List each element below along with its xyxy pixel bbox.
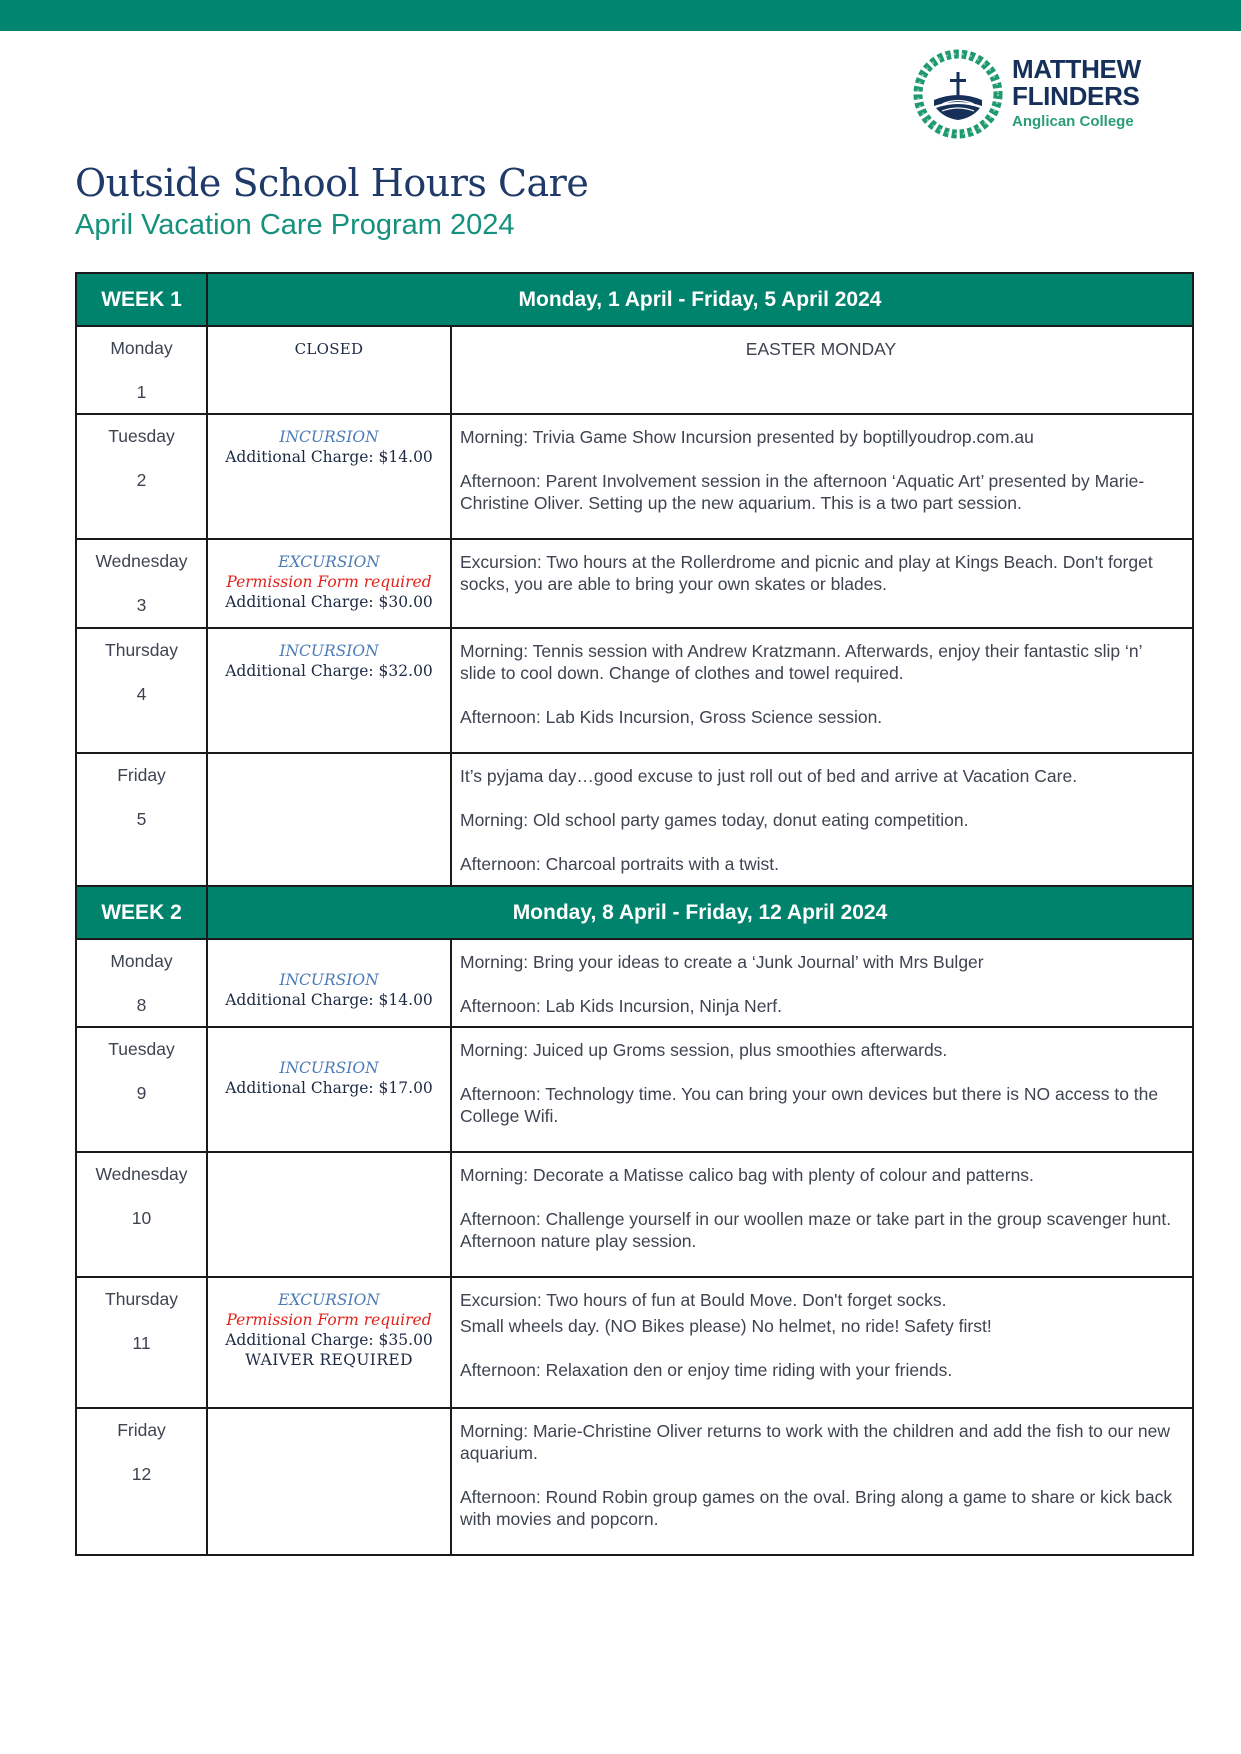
day-name: Tuesday	[108, 426, 175, 446]
day-name: Thursday	[105, 640, 178, 660]
day-row	[76, 753, 1193, 886]
day-cell	[76, 753, 207, 886]
day-name: Tuesday	[108, 1039, 175, 1059]
day-number: 3	[136, 595, 147, 615]
day-cell	[76, 1408, 207, 1555]
week-date-range: Monday, 1 April - Friday, 5 April 2024	[207, 273, 1193, 326]
additional-charge: Additional Charge: $35.00	[225, 1331, 433, 1349]
activities-cell	[451, 753, 1193, 886]
week-header-row	[76, 273, 1193, 326]
session-type-label: INCURSION	[279, 428, 379, 446]
day-cell	[76, 1027, 207, 1152]
activity-text: Afternoon: Relaxation den or enjoy time riding with your friends.	[460, 1360, 953, 1380]
activities-cell	[451, 1152, 1193, 1277]
activity-text: Small wheels day. (NO Bikes please) No helmet, no ride! Safety first!	[460, 1316, 992, 1336]
activities-cell	[451, 628, 1193, 753]
day-cell	[76, 1277, 207, 1408]
day-number: 5	[136, 809, 147, 829]
additional-charge: Additional Charge: $17.00	[225, 1079, 433, 1097]
top-brand-bar	[0, 0, 1241, 31]
session-type-cell	[207, 1027, 451, 1152]
day-row	[76, 414, 1193, 539]
week-date-range: Monday, 8 April - Friday, 12 April 2024	[207, 886, 1193, 939]
activity-text: It’s pyjama day…good excuse to just roll out of bed and arrive at Vacation Care.	[460, 766, 1078, 786]
activity-text: Morning: Decorate a Matisse calico bag with plenty of colour and patterns.	[460, 1165, 1034, 1185]
activity-text: Excursion: Two hours of fun at Bould Move. Don't forget socks.	[460, 1290, 947, 1310]
day-row	[76, 1277, 1193, 1408]
session-type-cell	[207, 939, 451, 1027]
session-type-cell	[207, 1277, 451, 1408]
activity-text: Morning: Tennis session with Andrew Kratzmann. Afterwards, enjoy their fantastic slip ‘n’ slide to cool down. Change of clothes and towel required.	[460, 641, 1142, 683]
day-number: 10	[131, 1208, 152, 1228]
session-type-label: EXCURSION	[278, 1291, 380, 1309]
session-type-cell	[207, 628, 451, 753]
day-number: 1	[136, 382, 147, 402]
session-type-label: INCURSION	[279, 1059, 379, 1077]
activity-text: EASTER MONDAY	[745, 339, 897, 359]
day-cell	[76, 326, 207, 414]
day-cell	[76, 414, 207, 539]
activity-text: Morning: Marie-Christine Oliver returns to work with the children and add the fish to our new aquarium.	[460, 1421, 1171, 1463]
day-name: Wednesday	[95, 551, 188, 571]
activity-text: Afternoon: Technology time. You can bring your own devices but there is NO access to the College Wifi.	[460, 1084, 1159, 1126]
additional-charge: Additional Charge: $14.00	[225, 991, 433, 1009]
day-name: Monday	[110, 951, 173, 971]
additional-charge: Additional Charge: $32.00	[225, 662, 433, 680]
session-type-cell	[207, 539, 451, 628]
logo-line-flinders: FLINDERS	[1012, 81, 1140, 111]
day-number: 4	[136, 684, 147, 704]
page-subtitle: April Vacation Care Program 2024	[75, 209, 515, 241]
activity-text: Morning: Old school party games today, donut eating competition.	[460, 810, 969, 830]
day-number: 12	[131, 1464, 152, 1484]
day-cell	[76, 939, 207, 1027]
day-number: 8	[136, 995, 147, 1015]
session-type-label: EXCURSION	[278, 553, 380, 571]
day-row	[76, 939, 1193, 1027]
session-type-label: INCURSION	[279, 642, 379, 660]
day-name: Thursday	[105, 1289, 178, 1309]
logo-line-matthew: MATTHEW	[1012, 54, 1141, 84]
activities-cell	[451, 1277, 1193, 1408]
activity-text: Afternoon: Round Robin group games on the oval. Bring along a game to share or kick back with movies and popcorn.	[460, 1487, 1173, 1529]
additional-charge: Additional Charge: $30.00	[225, 593, 433, 611]
waiver-note: WAIVER REQUIRED	[245, 1351, 413, 1369]
college-seal-icon	[912, 48, 1004, 140]
page-title: Outside School Hours Care	[75, 161, 589, 205]
activities-cell	[451, 326, 1193, 414]
activity-text: Morning: Trivia Game Show Incursion presented by boptillyoudrop.com.au	[460, 427, 1034, 447]
activities-cell	[451, 1408, 1193, 1555]
program-table	[75, 272, 1194, 1556]
day-row	[76, 1408, 1193, 1555]
activity-text: Afternoon: Lab Kids Incursion, Ninja Nerf.	[460, 996, 782, 1016]
activities-cell	[451, 539, 1193, 628]
activity-text: Morning: Juiced up Groms session, plus smoothies afterwards.	[460, 1040, 948, 1060]
session-type-cell	[207, 326, 451, 414]
day-name: Monday	[110, 338, 173, 358]
activities-cell	[451, 414, 1193, 539]
additional-charge: Additional Charge: $14.00	[225, 448, 433, 466]
session-type-cell	[207, 1152, 451, 1277]
day-cell	[76, 628, 207, 753]
day-name: Wednesday	[95, 1164, 188, 1184]
activities-cell	[451, 1027, 1193, 1152]
session-type-cell	[207, 1408, 451, 1555]
activity-text: Afternoon: Parent Involvement session in the afternoon ‘Aquatic Art’ presented by Marie-Christine Oliver. Setting up the new aquarium. This is a two part session.	[460, 471, 1145, 513]
week-label: WEEK 2	[76, 886, 207, 939]
activity-text: Afternoon: Challenge yourself in our woollen maze or take part in the group scavenger hunt. Afternoon nature play session.	[460, 1209, 1172, 1251]
day-number: 9	[136, 1083, 147, 1103]
closed-label: CLOSED	[294, 340, 364, 358]
college-logo	[912, 48, 1157, 146]
activities-cell	[451, 939, 1193, 1027]
logo-wordmark	[1012, 56, 1141, 132]
day-number: 2	[136, 470, 147, 490]
permission-form-note: Permission Form required	[226, 1311, 432, 1329]
day-row	[76, 1027, 1193, 1152]
activity-text: Morning: Bring your ideas to create a ‘Junk Journal’ with Mrs Bulger	[460, 952, 984, 972]
day-row	[76, 628, 1193, 753]
week-label: WEEK 1	[76, 273, 207, 326]
day-row	[76, 1152, 1193, 1277]
day-row	[76, 326, 1193, 414]
week-header-row	[76, 886, 1193, 939]
activity-text: Afternoon: Charcoal portraits with a twist.	[460, 854, 780, 874]
logo-line-anglican: Anglican College	[1012, 113, 1134, 130]
day-cell	[76, 539, 207, 628]
session-type-label: INCURSION	[279, 971, 379, 989]
day-name: Friday	[117, 765, 166, 785]
day-number: 11	[132, 1333, 151, 1353]
session-type-cell	[207, 753, 451, 886]
day-cell	[76, 1152, 207, 1277]
activity-text: Afternoon: Lab Kids Incursion, Gross Science session.	[460, 707, 883, 727]
permission-form-note: Permission Form required	[226, 573, 432, 591]
day-name: Friday	[117, 1420, 166, 1440]
session-type-cell	[207, 414, 451, 539]
day-row	[76, 539, 1193, 628]
activity-text: Excursion: Two hours at the Rollerdrome and picnic and play at Kings Beach. Don't forget socks, you are able to bring your own skates or blades.	[460, 552, 1153, 594]
